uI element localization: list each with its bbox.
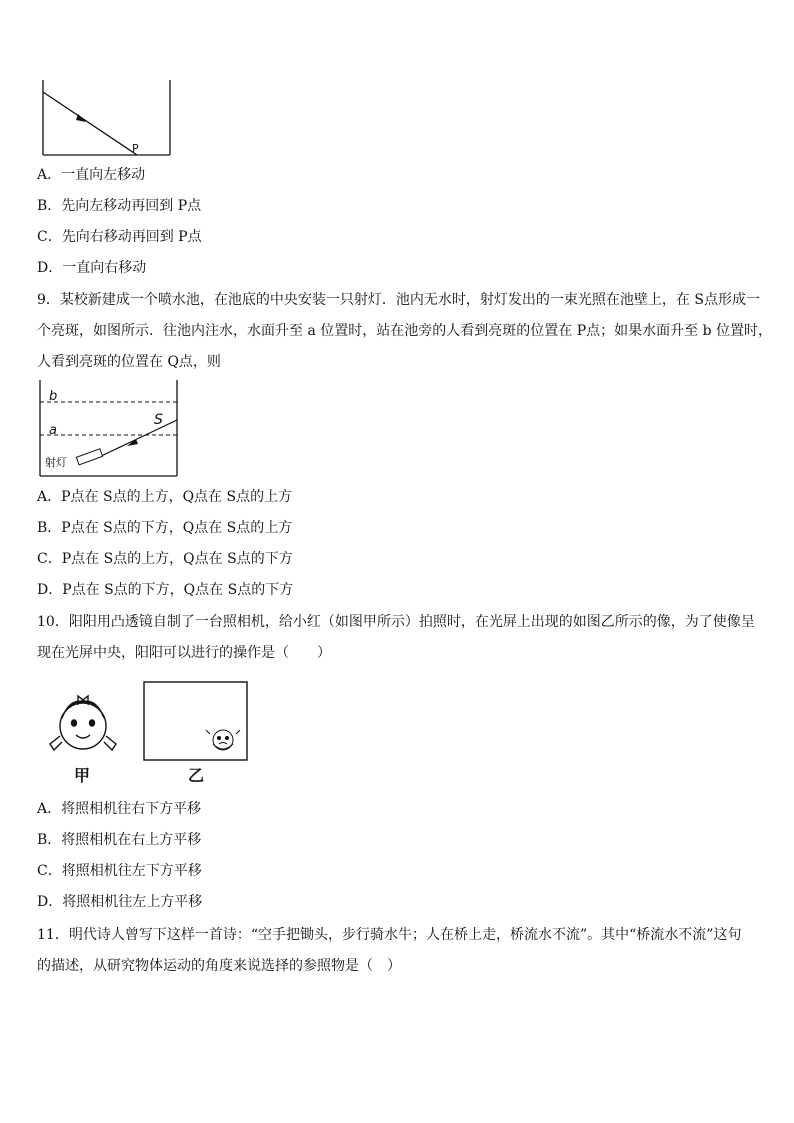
q9-label-b: b <box>49 389 58 404</box>
q10-figure <box>40 678 255 786</box>
q9-option-c: C．P点在 S点的上方，Q点在 S点的下方 <box>37 551 293 567</box>
q8-option-a: A．一直向左移动 <box>37 167 146 183</box>
q9-label-s: S <box>154 412 163 428</box>
q10-option-d: D．将照相机往左上方平移 <box>37 894 203 910</box>
label-jia: 甲 <box>74 766 91 785</box>
q8-option-c: C．先向右移动再回到 P点 <box>37 229 202 245</box>
inverted-image-icon <box>206 730 240 750</box>
q9-lamp-label: 射灯 <box>45 456 67 469</box>
q9-option-d: D．P点在 S点的下方，Q点在 S点的下方 <box>37 582 294 598</box>
q10-option-a: A．将照相机往右下方平移 <box>37 801 202 817</box>
q9-label-a: a <box>49 423 57 438</box>
q10-stem-line-2: 现在光屏中央，阳阳可以进行的操作是（ ） <box>37 645 331 661</box>
q9-stem-line-3: 人看到亮斑的位置在 Q点，则 <box>37 354 221 370</box>
q8-point-label: P <box>132 142 139 155</box>
q9-option-a: A．P点在 S点的上方，Q点在 S点的上方 <box>37 489 293 505</box>
q9-stem-line-1: 9．某校新建成一个喷水池，在池底的中央安装一只射灯．池内无水时，射灯发出的一束光照在池壁上，在 S点形成一 <box>37 292 760 308</box>
label-yi: 乙 <box>188 766 205 785</box>
q11-stem-line-1: 11．明代诗人曾写下这样一首诗：“空手把锄头，步行骑水牛；人在桥上走，桥流水不流”。其中“桥流水不流”这句 <box>37 927 742 943</box>
q10-option-c: C．将照相机往左下方平移 <box>37 863 202 879</box>
q9-option-b: B．P点在 S点的下方，Q点在 S点的上方 <box>37 520 293 536</box>
q8-option-b: B．先向左移动再回到 P点 <box>37 198 202 214</box>
q9-figure <box>37 380 182 480</box>
q10-stem-line-1: 10．阳阳用凸透镜自制了一台照相机，给小红（如图甲所示）拍照时，在光屏上出现的如图乙所示的像，为了使像呈 <box>37 614 755 630</box>
q8-figure <box>40 80 175 160</box>
q11-stem-line-2: 的描述，从研究物体运动的角度来说选择的参照物是（ ） <box>37 958 401 974</box>
q9-stem-line-2: 个亮斑，如图所示．往池内注水，水面升至 a 位置时，站在池旁的人看到亮斑的位置在 P点；如果水面升至 b 位置时， <box>37 323 772 339</box>
q8-option-d: D．一直向右移动 <box>37 260 147 276</box>
girl-face-icon <box>50 696 116 750</box>
q10-option-b: B．将照相机在右上方平移 <box>37 832 202 848</box>
